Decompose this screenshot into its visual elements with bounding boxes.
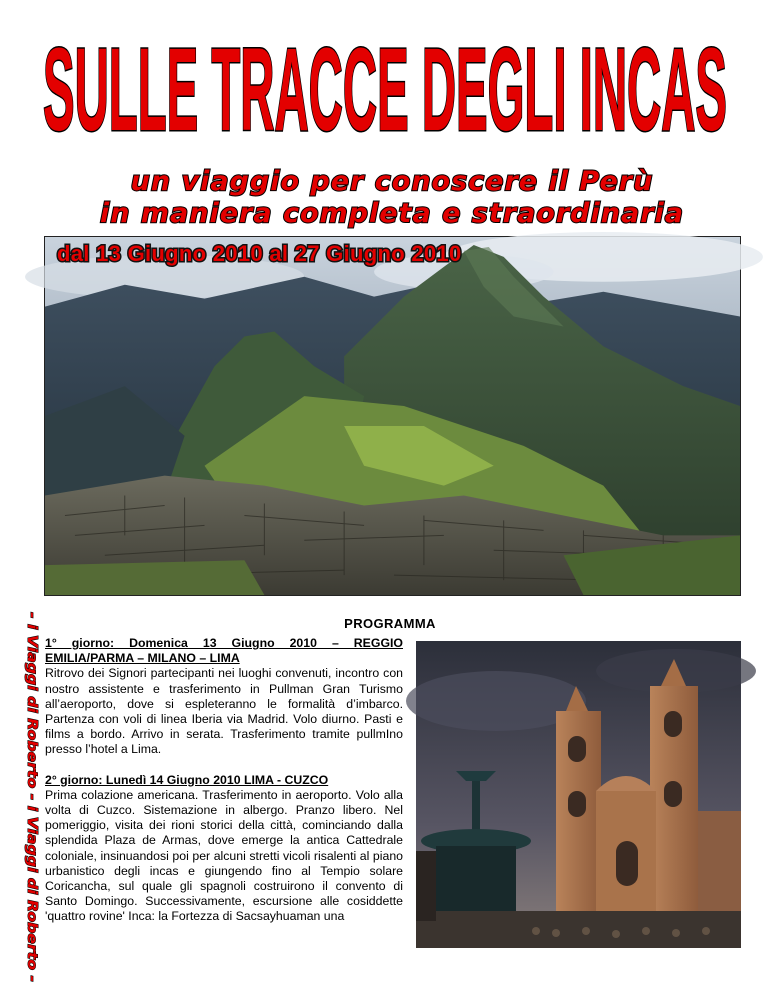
- day-1-body: Ritrovo dei Signori partecipanti nei luoghi convenuti, incontro con nostro assistente e trasferimento in Pullman Gran Turismo all’aeroporto, dove si espleteranno le formalità d’imbarco. Partenza con voli di linea Iberia via Madrid. Volo diurno. Pasti e films a bordo. Arrivo in serata. Trasferimento tramite pullmIno presso l’hotel a Lima.: [45, 666, 403, 757]
- itinerary-column: [45, 636, 403, 925]
- cuzco-church-photo: [416, 641, 741, 948]
- day-2-title: 2° giorno: Lunedì 14 Giugno 2010 LIMA - CUZCO: [45, 772, 329, 787]
- day-1-title: 1° giorno: Domenica 13 Giugno 2010 – REGGIO EMILIA/PARMA – MILANO – LIMA: [45, 636, 403, 666]
- main-title-text: SULLE TRACCE DEGLI INCAS: [43, 24, 727, 156]
- day-2-body: Prima colazione americana. Trasferimento in aeroporto. Volo alla volta di Cuzco. Sistemazione in albergo. Pranzo libero. Nel pomeriggio, visita dei rioni storici della città, cominciando dalla splendida Plaza de Armas, dove emerge la antica Cattedrale coloniale, insinuandosi poi per alcuni stretti vicoli risalenti al piano urbanistico degli incas e giungendo fino al Tempio solare Coricancha, sul quale gli spagnoli costruirono il convento di Santo Domingo. Successivamente, escursione alle cosiddette 'quattro rovine' Inca: la Fortezza di Sacsayhuaman una: [45, 787, 403, 924]
- machu-picchu-photo: [44, 236, 741, 596]
- date-banner: dal 13 Giugno 2010 al 27 Giugno 2010: [57, 241, 462, 266]
- day-1: [45, 636, 403, 758]
- day-2: [45, 773, 403, 925]
- subtitle-line-1: un viaggio per conoscere il Perù: [130, 166, 654, 197]
- main-title: [40, 22, 730, 156]
- programma-heading: PROGRAMMA: [344, 616, 436, 631]
- subtitle-line-2: in maniera completa e straordinaria: [100, 198, 684, 229]
- side-stamp-text: - i Viaggi di Roberto - i Viaggi di Roberto -: [24, 612, 39, 919]
- side-stamp: [16, 612, 39, 982]
